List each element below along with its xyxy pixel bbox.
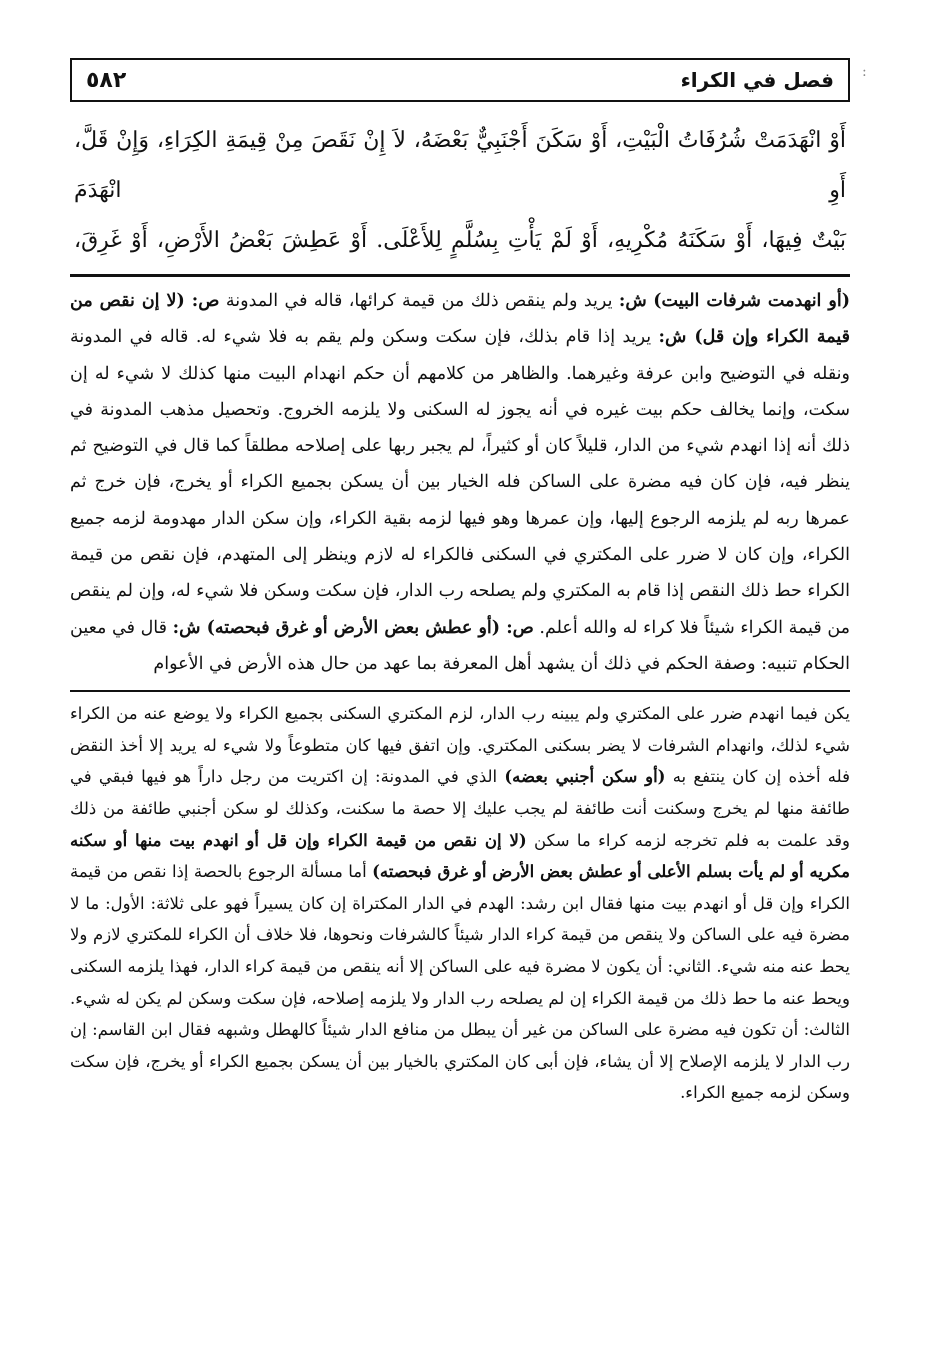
matn-text: [70, 116, 850, 266]
page-header: [70, 58, 850, 102]
commentary-text: يريد ولم ينقص ذلك من قيمة كرائها، قاله في المدونة: [219, 291, 619, 311]
quoted-matn: (أو انهدمت شرفات البيت): [653, 291, 851, 311]
sharh-marker: ش:: [618, 291, 647, 311]
sharh-marker: ش:: [172, 617, 207, 638]
running-title: فصل في الكراء: [680, 68, 834, 92]
sharh-marker: ش:: [658, 327, 695, 348]
commentary-text: قال في معين الحكام تنبيه: وصفة الحكم في ذلك أن يشهد أهل المعرفة بما عهد من حال هذه الأرض في الأعوام: [70, 617, 850, 674]
footnote-text: الذي في المدونة: إن اكتريت من رجل داراً هو فيها فبقي في طائفة منها لم يخرج وسكنت أنت طائفة لم يجب عليك إلا حصة ما سكنت، وكذلك لو سكن أجنبي طائفة من ذلك وقد علمت به فلم تخرجه لزمه كراء ما سكن: [70, 767, 851, 850]
matn-line: بَيْتٌ فِيهَا، أَوْ سَكَنَهُ مُكْرِيهِ، أَوْ لَمْ يَأْتِ بِسُلَّمٍ لِلأَعْلَى. أَوْ عَطِشَ بَعْضُ الأَرْضِ، أَوْ غَرِقَ،: [74, 228, 846, 253]
commentary: [70, 283, 850, 682]
commentary-text: يريد إذا قام بذلك، فإن سكت وسكن ولم يقم به فلا شيء له. قاله في المدونة ونقله في التوضيح وابن عرفة وغيرهما. والظاهر من كلامهم أن حكم انهدام البيت منها كذلك لا شيء له إن سكت، وإنما يخالف حكم بيت غيره في أنه يجوز له السكنى ولا يلزمه الخروج. وتحصيل مذهب المدونة في ذلك أنه إذا انهدم شيء من الدار، قليلاً كان أو كثيراً، لم يجبر ربها على إصلاحه مطلقاً كما قال في التوضيح ثم ينظر فيه، فإن كان فيه مضرة على الساكن فله الخيار بين أن يسكن بجميع الكراء أو يخرج، فإن خرج ثم عمرها ربه لم يلزمه الرجوع إليها، وإن عمرها وهو فيها لزمه بقية الكراء، وإن سكن الدار مهدومة لزمه جميع الكراء، وإن كان لا ضرر على المكتري في السكنى فالكراء له لازم وينظر إلى المتهدم، فإن نقص من قيمة الكراء حط ذلك النقص إذا قام به المكتري ولم يصلحه رب الدار، فإن سكت وسكن فلا شيء له، وإن لم ينقص من قيمة الكراء شيئاً فلا كراء له والله أعلم.: [70, 327, 851, 638]
quoted-matn: (لا إن نقص من قيمة الكراء وإن قل): [70, 291, 851, 348]
footnote-divider: [70, 690, 850, 692]
matn-line: أَوْ انْهَدَمَتْ شُرُفَاتُ الْبَيْتِ، أَوْ سَكَنَ أَجْنَبِيٌّ بَعْضَهُ، لاَ إِنْ نَقَصَ مِنْ قِيمَةِ الكِرَاءِ، وَإِنْ قَلَّ، أَوِ انْهَدَمَ: [74, 128, 846, 203]
book-page: [70, 58, 850, 1348]
footnote-text: أما مسألة الرجوع بالحصة إذا نقص من قيمة الكراء وإن قل أو انهدم بيت منها فقال ابن رشد: الهدم في الدار المكتراة إن كان يسيراً فهو على ثلاثة: الأول: ما لا مضرة فيه على الساكن ولا ينقص من قيمة كراء الدار شيئاً كالشرفات ونحوها، فلا خلاف أن الكراء للمكتري لازم ولا يحط عنه منه شيء. الثاني: أن يكون لا مضرة فيه على الساكن إلا أنه ينقص من قيمة كراء الدار، فهذا يلزمه السكنى ويحط عنه ما حط ذلك من قيمة الكراء إن لم يصلحه رب الدار ولا يلزمه إصلاحه، فإن سكت وسكن لم يكن له شيء. الثالث: أن تكون فيه مضرة على الساكن من غير أن يبطل من منافع الدار شيئاً كالهطل وشبهه فقال ابن القاسم: إن رب الدار لا يلزمه الإصلاح إلا أن يشاء، فإن أبى كان المكتري بالخيار بين أن يسكن بجميع الكراء أو يخرج، فإن سكت وسكن لزمه جميع الكراء.: [70, 862, 850, 1103]
quoted-matn: (أو عطش بعض الأرض أو غرق فبحصته): [206, 617, 507, 638]
margin-mark: :: [862, 64, 867, 80]
sad-marker: ص:: [506, 617, 534, 638]
quoted-matn: (أو سكن أجنبي بعضه): [504, 767, 666, 787]
matn-divider: [70, 274, 850, 277]
footnote-text: يكن فيما انهدم ضرر على المكتري ولم يبينه رب الدار، لزم المكتري السكنى بجميع الكراء ولا يوضع عنه من الكراء شيء لذلك، وانهدام الشرفات لا يضر بسكنى المكتري. وإن اتفق فيها كان متطوعاً ولا شيء له يريد إلا أخذ النقض فله أخذه إن كان ينتفع به: [70, 704, 851, 787]
footnote-paragraph: [70, 698, 850, 1109]
footnotes: [70, 698, 850, 1109]
commentary-paragraph: [70, 283, 850, 682]
page-number: ٥٨٢: [86, 67, 127, 93]
sad-marker: ص:: [191, 291, 220, 311]
quoted-matn: (لا إن نقص من قيمة الكراء وإن قل أو انهدم بيت منها أو سكنه مكريه أو لم يأت بسلم الأعلى أو عطش بعض الأرض أو غرق فبحصته): [70, 830, 850, 882]
